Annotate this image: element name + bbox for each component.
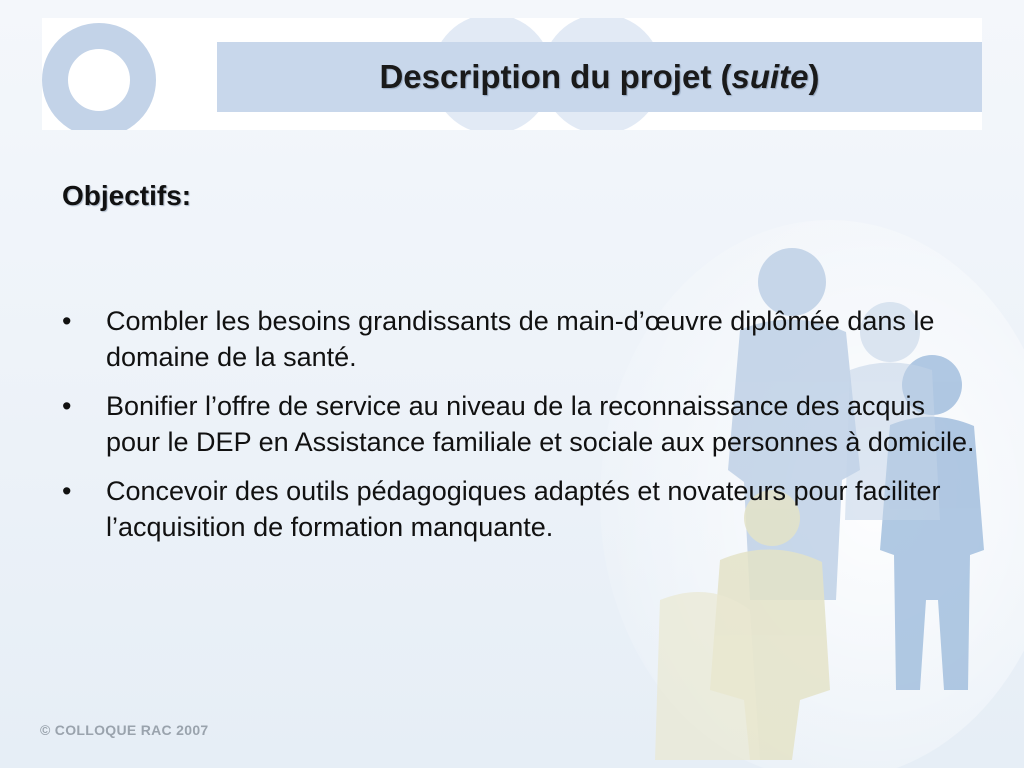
title-italic: suite (731, 58, 809, 95)
section-heading: Objectifs: (62, 180, 192, 211)
bullet-icon: • (62, 391, 72, 421)
list-item (62, 473, 982, 545)
bullet-icon: • (62, 306, 72, 336)
bullet-text: Concevoir des outils pédagogiques adaptés et novateurs pour faciliter l’acquisition de formation manquante. (106, 476, 941, 542)
title-bar (217, 42, 982, 112)
header-band (42, 18, 982, 130)
page-title (217, 42, 982, 112)
footer-copyright: © COLLOQUE RAC 2007 (40, 722, 209, 738)
title-close: ) (808, 58, 820, 95)
list-item (62, 303, 982, 375)
bullet-icon: • (62, 476, 72, 506)
list-item (62, 388, 982, 460)
title-main: Description du projet ( (379, 58, 732, 95)
bullet-text: Combler les besoins grandissants de main-d’œuvre diplômée dans le domaine de la santé. (106, 306, 935, 372)
bullet-text: Bonifier l’offre de service au niveau de la reconnaissance des acquis pour le DEP en Assistance familiale et sociale aux personnes à domicile. (106, 391, 975, 457)
objectives-list (62, 303, 982, 558)
